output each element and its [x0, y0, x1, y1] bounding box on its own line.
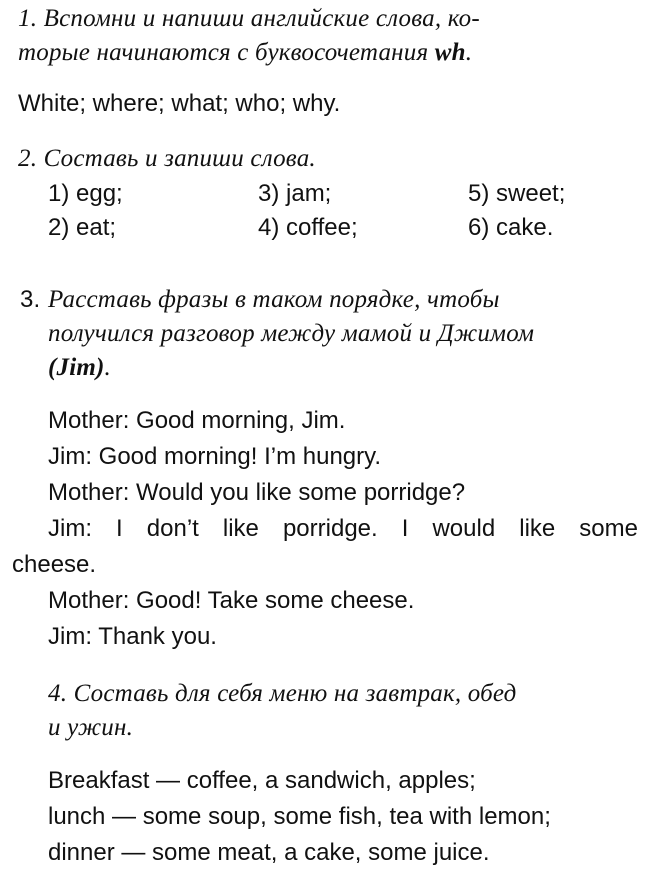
word-item: 5) sweet;	[468, 180, 566, 207]
task-4	[0, 677, 665, 871]
dialog-line: Mother: Good morning, Jim.	[48, 407, 346, 434]
task-3-instruction-period: .	[104, 354, 111, 381]
word-item: 6) cake.	[468, 214, 554, 241]
task-1-letter-combination: wh	[434, 39, 466, 66]
task-1	[0, 2, 665, 122]
menu-line-dinner: dinner — some meat, a cake, some juice.	[48, 839, 490, 866]
dialog-line: Jim: I don’t like porridge. I would like some	[48, 515, 638, 542]
task-1-instruction-line-1: 1. Вспомни и напиши английские слова, ко-	[18, 5, 480, 32]
task-3-instruction-line-3	[48, 351, 648, 385]
word-item: 4) coffee;	[258, 214, 358, 241]
dialog-line: Mother: Good! Take some cheese.	[48, 587, 415, 614]
task-4-instruction	[48, 677, 638, 745]
task-4-menu	[0, 763, 665, 871]
task-1-instruction-period: .	[465, 39, 473, 66]
task-1-instruction-line-2	[18, 36, 638, 70]
menu-line-lunch: lunch — some soup, some fish, tea with lemon;	[48, 803, 551, 830]
task-4-instruction-line-2: и ужин.	[48, 714, 134, 741]
task-2-word-list	[0, 176, 665, 252]
menu-line-breakfast: Breakfast — coffee, a sandwich, apples;	[48, 767, 476, 794]
word-item: 2) eat;	[48, 214, 117, 241]
task-1-answer: White; where; what; who; why.	[18, 90, 341, 117]
task-3-number: 3.	[20, 286, 41, 313]
task-3-name-jim: (Jim)	[48, 354, 105, 381]
word-item: 1) egg;	[48, 180, 123, 207]
task-3-dialog	[0, 403, 665, 655]
task-2	[0, 142, 665, 252]
task-3-instruction-line-1: Расставь фразы в таком порядке, чтобы	[48, 286, 500, 313]
dialog-line: Jim: Thank you.	[48, 623, 217, 650]
task-4-instruction-line-1: 4. Составь для себя меню на завтрак, обед	[48, 680, 517, 707]
task-3-instruction	[0, 283, 648, 385]
dialog-line: Jim: Good morning! I’m hungry.	[48, 443, 382, 470]
task-3-instruction-line-2: получился разговор между мамой и Джимом	[48, 320, 535, 347]
task-1-instruction	[18, 2, 638, 70]
task-2-instruction: 2. Составь и запиши слова.	[18, 145, 316, 172]
dialog-line: Mother: Would you like some porridge?	[48, 479, 466, 506]
dialog-line-continuation: cheese.	[12, 551, 97, 578]
task-1-instruction-text: торые начинаются с буквосочетания	[18, 39, 435, 66]
task-3	[0, 283, 665, 655]
word-item: 3) jam;	[258, 180, 332, 207]
